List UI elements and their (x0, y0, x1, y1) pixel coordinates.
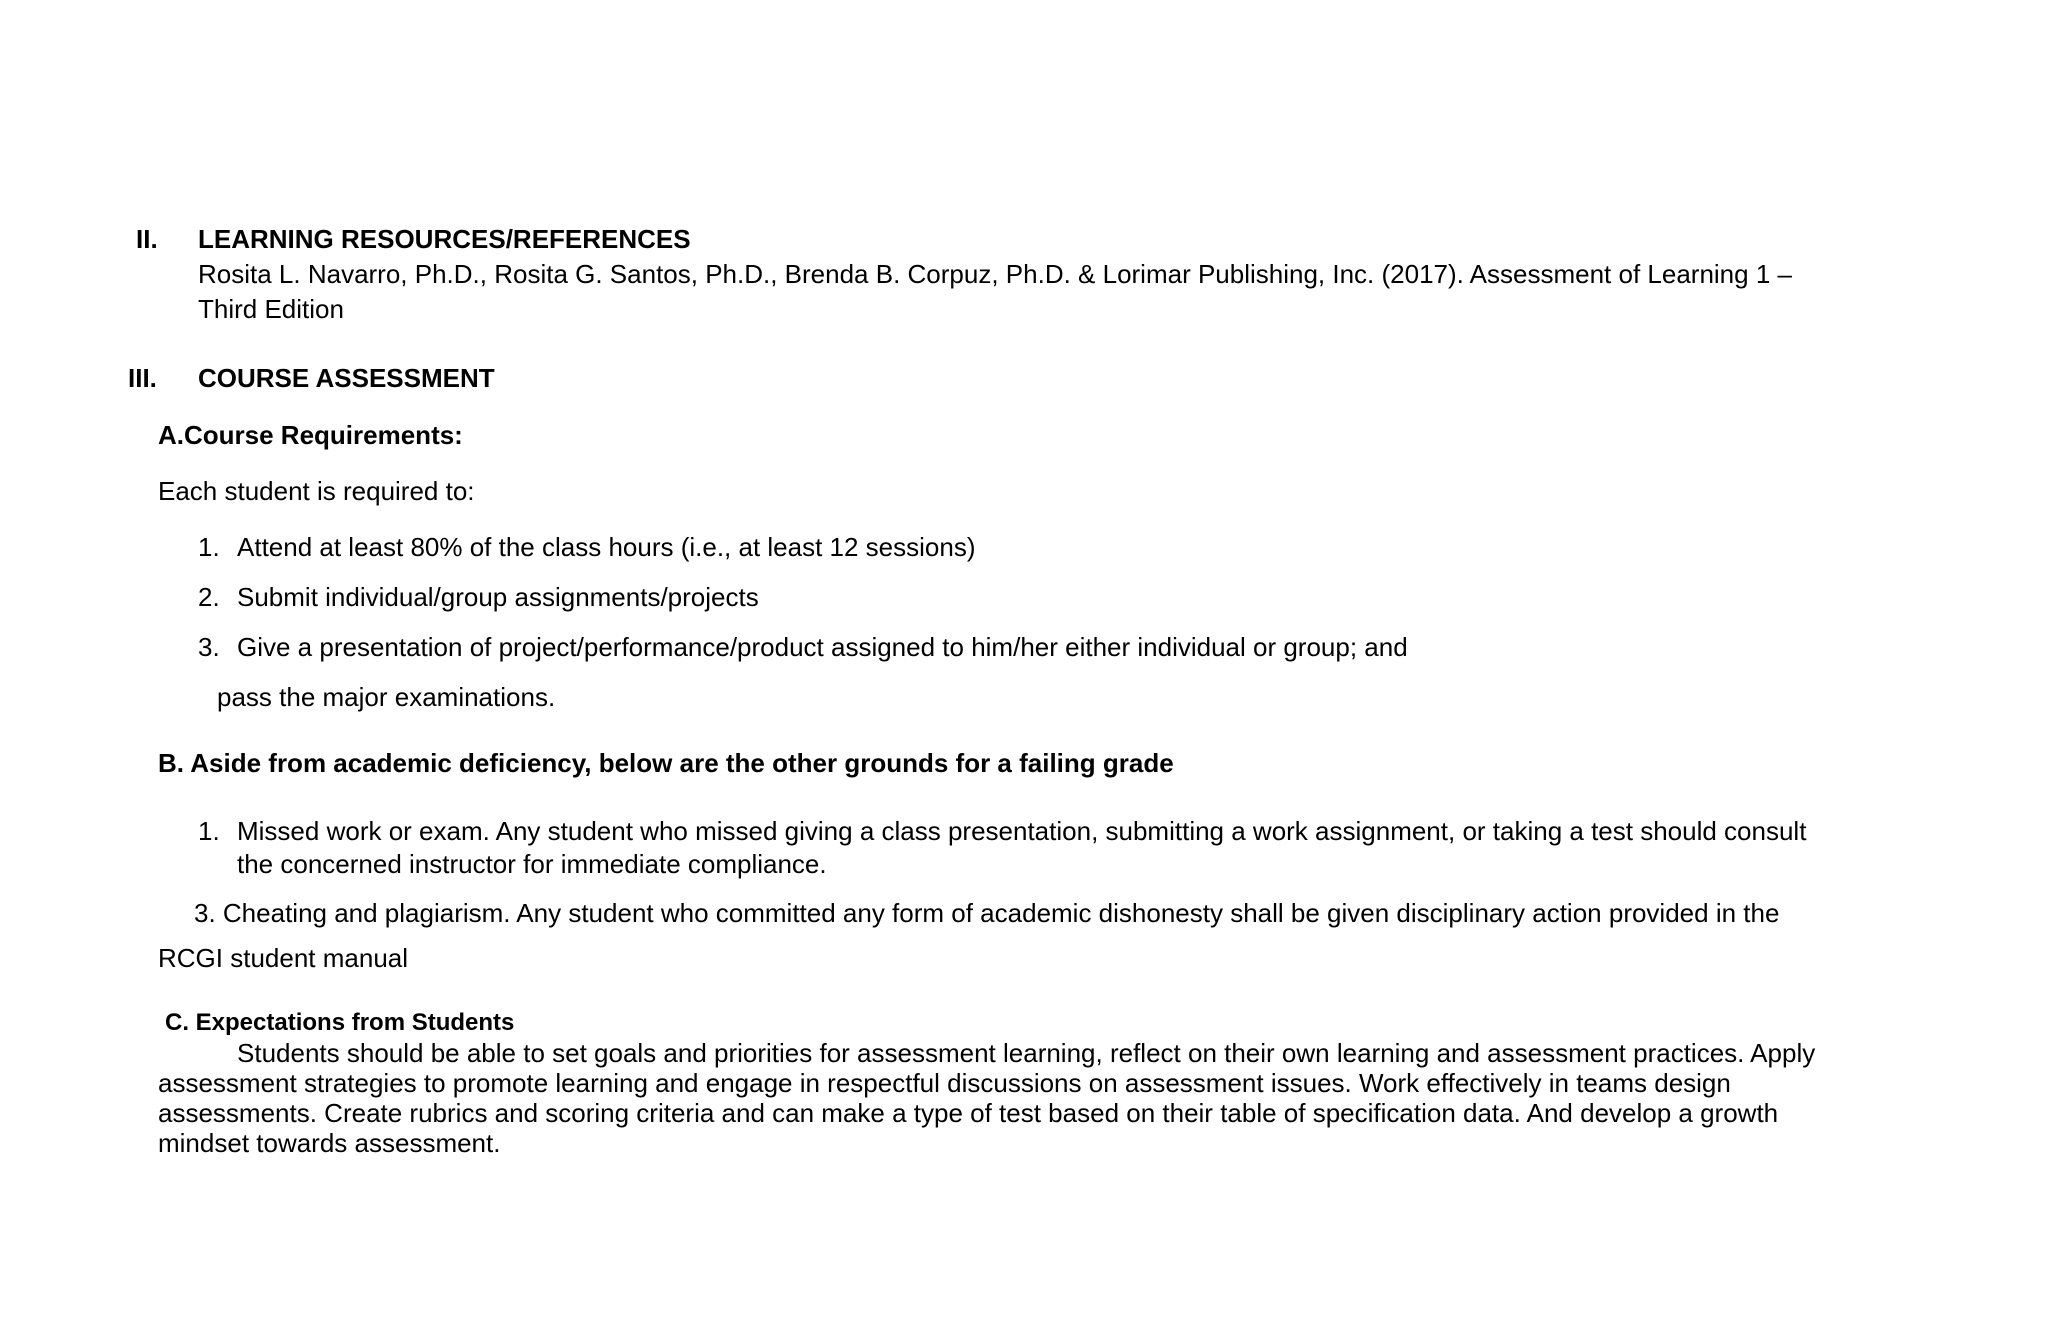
requirement-3-number: 3. (198, 632, 220, 662)
ground-1-line-1: Missed work or exam. Any student who missed giving a class presentation, submitting a work assignment, or taking a test should consult (237, 816, 1807, 846)
ground-3-line-1: 3. Cheating and plagiarism. Any student who committed any form of academic dishonesty shall be given disciplinary action provided in the (194, 898, 1780, 928)
section-ii-heading: LEARNING RESOURCES/REFERENCES (198, 224, 691, 254)
expectations-line-4: mindset towards assessment. (158, 1128, 501, 1158)
ground-1-line-2: the concerned instructor for immediate compliance. (237, 849, 827, 879)
section-a-heading: A.Course Requirements: (158, 420, 463, 450)
requirement-2-text: Submit individual/group assignments/projects (237, 582, 759, 612)
expectations-line-2: assessment strategies to promote learning and engage in respectful discussions on assessment issues. Work effectively in teams design (158, 1068, 1731, 1098)
section-ii-numeral: II. (136, 224, 158, 254)
requirement-3-continuation: pass the major examinations. (217, 682, 556, 712)
section-iii-heading: COURSE ASSESSMENT (198, 363, 495, 393)
requirement-2-number: 2. (198, 582, 220, 612)
section-b-heading: B. Aside from academic deficiency, below are the other grounds for a failing grade (158, 748, 1174, 778)
reference-line-1: Rosita L. Navarro, Ph.D., Rosita G. Santos, Ph.D., Brenda B. Corpuz, Ph.D. & Lorimar Publishing, Inc. (2017). Assessment of Learning 1 – (198, 259, 1792, 289)
requirement-1-text: Attend at least 80% of the class hours (i.e., at least 12 sessions) (237, 532, 976, 562)
expectations-line-1: Students should be able to set goals and priorities for assessment learning, reflect on their own learning and assessment practices. Apply (237, 1038, 1816, 1068)
requirement-3-text: Give a presentation of project/performance/product assigned to him/her either individual or group; and (237, 632, 1408, 662)
ground-1-number: 1. (198, 816, 220, 846)
ground-3-line-2: RCGI student manual (158, 943, 409, 973)
section-iii-numeral: III. (128, 363, 157, 393)
section-c-heading: C. Expectations from Students (165, 1009, 515, 1036)
requirement-1-number: 1. (198, 532, 220, 562)
reference-line-2: Third Edition (198, 294, 344, 324)
expectations-line-3: assessments. Create rubrics and scoring criteria and can make a type of test based on their table of specification data. And develop a growth (158, 1098, 1779, 1128)
section-a-intro: Each student is required to: (158, 476, 475, 506)
